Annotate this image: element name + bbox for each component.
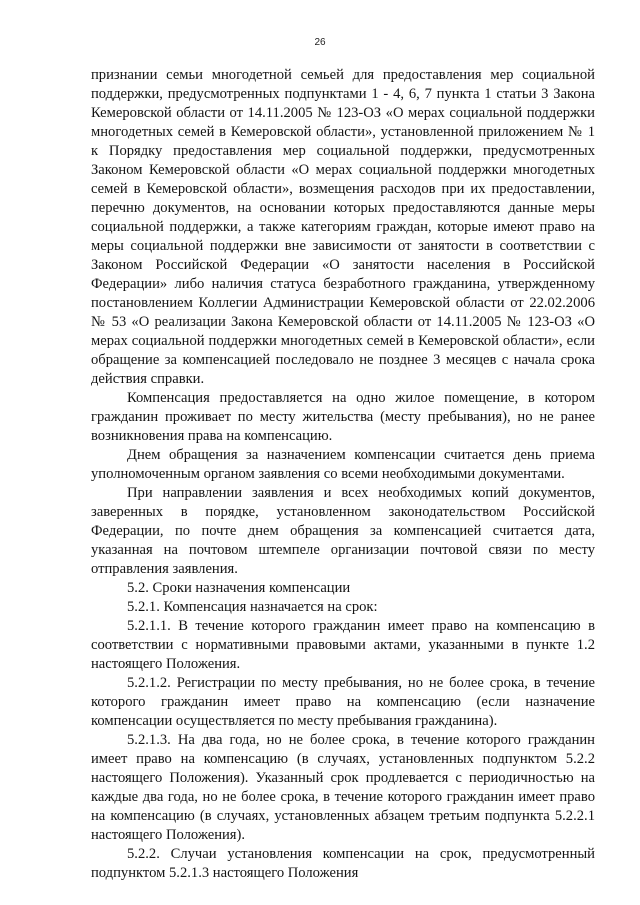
paragraph: 5.2.1.2. Регистрации по месту пребывания, но не более срока, в течение которого гражданин имеет право на компенсацию (если назначение компенсации осуществляется по месту пребывания гражданина). (91, 675, 595, 729)
paragraph: 5.2.2. Случаи установления компенсации на срок, предусмотренный подпунктом 5.2.1.3 настоящего Положения (91, 846, 595, 881)
paragraph: Компенсация предоставляется на одно жилое помещение, в котором гражданин проживает по месту жительства (месту пребывания), но не ранее возникновения права на компенсацию. (91, 390, 595, 444)
paragraph: признании семьи многодетной семьей для предоставления мер социальной поддержки, предусмотренных подпунктами 1 - 4, 6, 7 пункта 1 статьи 3 Закона Кемеровской области от 14.11.2005 № 123-ОЗ «О мерах социальной поддержки многодетных семей в Кемеровской области», установленной приложением № 1 к Порядку предоставления мер социальной поддержки, предусмотренных Законом Кемеровской области «О мерах социальной поддержки многодетных семей в Кемеровской области», возмещения расходов при их предоставлении, перечню документов, на основании которых предоставляются данные меры социальной поддержки, а также категориям граждан, которые имеют право на меры социальной поддержки вне зависимости от занятости в соответствии с Законом Российской Федерации «О занятости населения в Российской Федерации» либо наличия статуса безработного гражданина, утвержденному постановлением Коллегии Администрации Кемеровской области от 22.02.2006 № 53 «О реализации Закона Кемеровской области от 14.11.2005 № 123-ОЗ «О мерах социальной поддержки многодетных семей в Кемеровской области», если обращение за компенсацией последовало не позднее 3 месяцев с начала срока действия справки. (91, 67, 595, 387)
document-body (91, 66, 595, 883)
paragraph: 5.2.1. Компенсация назначается на срок: (127, 599, 378, 615)
paragraph: Днем обращения за назначением компенсации считается день приема уполномоченным органом заявления со всеми необходимыми документами. (91, 447, 595, 482)
section-heading: 5.2. Сроки назначения компенсации (127, 580, 351, 596)
page-number: 26 (314, 37, 326, 48)
paragraph: 5.2.1.3. На два года, но не более срока, в течение которого гражданин имеет право на компенсацию (в случаях, установленных подпунктом 5.2.2 настоящего Положения). Указанный срок продлевается с периодичностью на каждые два года, но не более срока, в течение которого гражданин имеет право на компенсацию (в случаях, установленных абзацем третьим подпункта 5.2.2.1 настоящего Положения). (91, 732, 595, 843)
paragraph: 5.2.1.1. В течение которого гражданин имеет право на компенсацию в соответствии с нормативными правовыми актами, указанными в пункте 1.2 настоящего Положения. (91, 618, 595, 672)
paragraph: При направлении заявления и всех необходимых копий документов, заверенных в порядке, установленном законодательством Российской Федерации, по почте днем обращения за компенсацией считается дата, указанная на почтовом штемпеле организации почтовой связи по месту отправления заявления. (91, 485, 595, 577)
